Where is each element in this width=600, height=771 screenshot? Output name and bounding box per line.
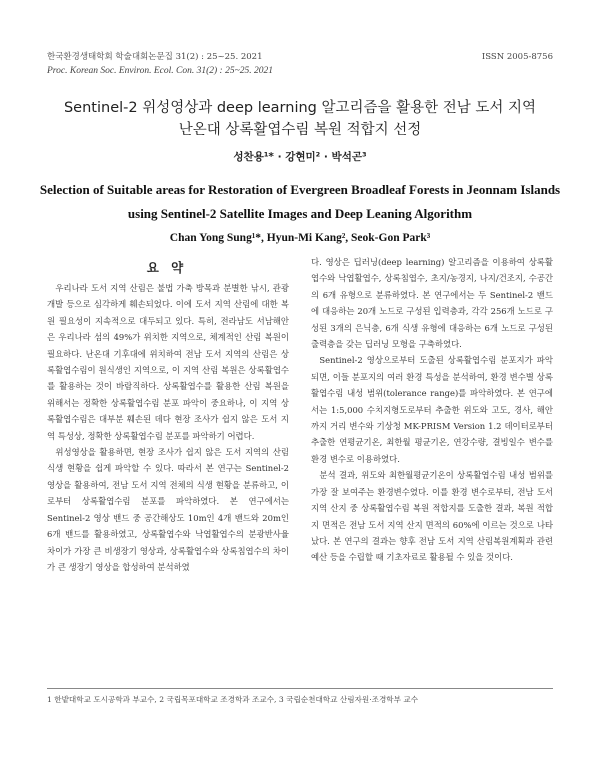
abstract-paragraph-2: 위성영상을 활용하면, 현장 조사가 쉽지 않은 도서 지역의 산림 식생 현황을 쉽게 파악할 수 있다. 따라서 본 연구는 Sentinel-2 영상을 활용하여, 전남 도서 지역 전체의 식생 현황을 분류하고, 이로부터 상록활엽수림 분포를 파악하였다. 본 연구에서는 Sentinel-2 영상 밴드 중 공간해상도 10m인 4개 밴드와 20m인 6개 밴드를 활용하였고, 상록활엽수와 낙엽활엽수의 분광반사율 차이가 가장 큰 비생장기 영상과, 상록활엽수와 상록침엽수의 차이가 큰 생장기 영상을 합성하여 분석하였 <box>47 447 289 572</box>
authors-english: Chan Yong Sung¹*, Hyun-Mi Kang², Seok-Gon Park³ <box>169 232 431 244</box>
footnote-affiliations: 1 한밭대학교 도시공학과 부교수, 2 국립목포대학교 조경학과 조교수, 3 국립순천대학교 산림자원·조경학부 교수 <box>47 695 419 704</box>
abstract-right-column <box>311 254 553 566</box>
abstract-paragraph-1: 우리나라 도서 지역 산림은 불법 가축 방목과 분별한 낚시, 관광 개발 등으로 심각하게 훼손되었다. 이에 도서 지역 산림에 대한 복원 필요성이 지속적으로 대두되고 있다. 특히, 전라남도 서남해안은 우리나라 섬의 49%가 위치한 지역으로, 체계적인 산림 복원이 필요하다. 난온대 기후대에 위치하여 전남 도서 지역의 산림은 상록활엽수림이 원식생인 지역으로, 이 지역 산림 복원은 상록활엽수를 활용하는 것이 바람직하다. 상록활엽수를 활용한 산림 복원을 위해서는 정확한 상록활엽수림 분포 파악이 중요하나, 이 지역 상록활엽수림은 대부분 훼손된 데다 현장 조사가 쉽지 않은 도서 지역 특성상, 정확한 상록활엽수림 분포를 파악하기 어렵다. <box>47 283 289 441</box>
abstract-left-column <box>47 280 289 575</box>
running-header <box>47 50 553 78</box>
journal-citation-ko: 한국환경생태학회 학술대회논문집 31(2) : 25~25. 2021 <box>47 52 263 62</box>
authors-korean: 성찬용¹* · 강현미² · 박석곤³ <box>233 151 367 163</box>
issn: ISSN 2005-8756 <box>481 52 553 62</box>
title-ko-line-2: 난온대 상록활엽수림 복원 적합지 선정 <box>178 122 422 138</box>
abstract-heading: 요 약 <box>146 260 188 275</box>
abstract-paragraph-3: 다. 영상은 딥러닝(deep learning) 알고리즘을 이용하여 상록활엽수와 낙엽활엽수, 상록침엽수, 초지/농경지, 나지/건조지, 수공간의 6개 유형으로 분류하였다. 본 연구에서는 두 Sentinel-2 밴드에 대응하는 20개 노드로 구성된 입력층과, 각각 256개 노드로 구성된 3개의 은닉층, 6개 식생 유형에 대응하는 6개 노드로 구성된 출력층을 갖는 딥러닝 모형을 구축하였다. <box>311 257 553 350</box>
abstract-paragraph-5: 분석 결과, 위도와 최한월평균기온이 상록활엽수림 내성 범위를 가장 잘 보여주는 환경변수였다. 이를 환경 변수로부터, 전남 도서 지역 산지 중 상록활엽수림 복원 적합지를 도출한 결과, 복원 적합지 면적은 전남 도서 지역 산지 면적의 60%에 이르는 것으로 나타났다. 본 연구의 결과는 향후 전남 도서 지역 산림복원계획과 관련 예산 등을 수립할 때 기초자료로 활용될 수 있을 것이다. <box>311 470 553 563</box>
paper-title-english <box>20 178 580 226</box>
title-en-line-1: Selection of Suitable areas for Restoration of Evergreen Broadleaf Forests in Jeonnam Islands <box>39 182 561 197</box>
footnote-divider <box>47 688 553 689</box>
journal-citation-en: Proc. Korean Soc. Environ. Ecol. Con. 31(2) : 25~25. 2021 <box>47 66 273 76</box>
paper-title-korean <box>20 97 580 141</box>
abstract-paragraph-4: Sentinel-2 영상으로부터 도출된 상록활엽수림 분포지가 파악되면, 이들 분포지의 여러 환경 특성을 분석하여, 환경 변수별 상록활엽수림 내성 범위(tolerance range)를 파악하였다. 본 연구에서는 1:5,000 수치지형도로부터 추출한 위도와 고도, 경사, 해안까지 거리 변수와 기상청 MK-PRISM Version 1.2 데이터로부터 추출한 연평균기온, 최한월 평균기온, 연강수량, 결빙일수 변수를 환경 변수로 이용하였다. <box>311 355 553 464</box>
title-en-line-2: using Sentinel-2 Satellite Images and Deep Leaning Algorithm <box>127 206 473 221</box>
title-ko-line-1: Sentinel-2 위성영상과 deep learning 알고리즘을 활용한 전남 도서 지역 <box>63 100 537 116</box>
